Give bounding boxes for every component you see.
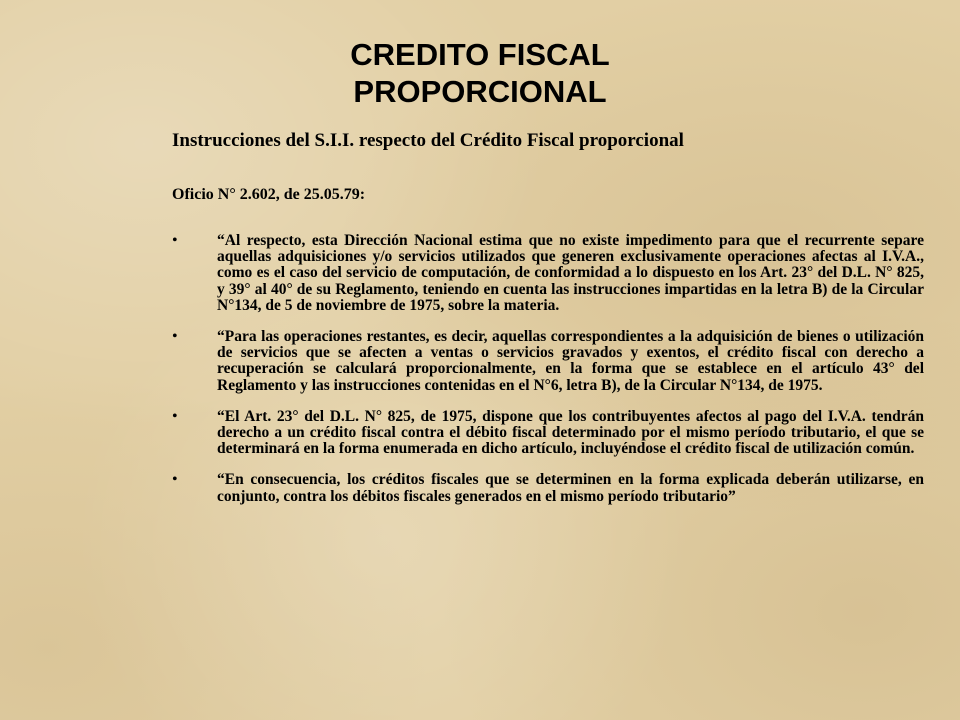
subtitle: Instrucciones del S.I.I. respecto del Crédito Fiscal proporcional — [172, 130, 684, 151]
bullet-icon: • — [172, 328, 178, 346]
bullet-text-2: “Para las operaciones restantes, es decir, aquellas correspondientes a la adquisición de bienes o utilización de servicios que se afecten a ventas o servicios gravados y exentos, el crédito fiscal con derecho a recuperación se calculará proporcionalmente, en la forma que se establece en el artículo 43° del Reglamento y las instrucciones contenidas en el N°6, letra B), de la Circular N°134, de 1975. — [217, 328, 924, 394]
bullet-item-4 — [172, 472, 924, 504]
bullet-item-3 — [172, 409, 924, 458]
title-line-2: PROPORCIONAL — [353, 74, 607, 109]
bullet-text-4: “En consecuencia, los créditos fiscales que se determinen en la forma explicada deberán utilizarse, en conjunto, contra los débitos fiscales generados en el mismo período tributario” — [217, 471, 924, 505]
bullet-item-1 — [172, 233, 924, 314]
oficio-reference: Oficio N° 2.602, de 25.05.79: — [172, 186, 366, 203]
bullet-item-2 — [172, 329, 924, 394]
bullet-icon: • — [172, 232, 178, 249]
title-line-1: CREDITO FISCAL — [350, 37, 610, 72]
bullet-list — [172, 233, 924, 520]
bullet-icon: • — [172, 471, 178, 489]
bullet-icon: • — [172, 407, 178, 425]
bullet-text-1: “Al respecto, esta Dirección Nacional estima que no existe impedimento para que el recurrente separe aquellas adquisiciones y/o servicios utilizados que generen exclusivamente operaciones afectas al I.V.A., como es el caso del servicio de computación, de conformidad a lo dispuesto en los Art. 23° del D.L. N° 825, y 39° al 40° de su Reglamento, teniendo en cuenta las instrucciones impartidas en la letra B) de la Circular N°134, de 5 de noviembre de 1975, sobre la materia. — [217, 232, 924, 314]
slide-title — [0, 36, 960, 110]
bullet-text-3: “El Art. 23° del D.L. N° 825, de 1975, dispone que los contribuyentes afectos al pago del I.V.A. tendrán derecho a un crédito fiscal contra el débito fiscal determinado por el mismo período tributario, el que se determinará en la forma enumerada en dicho artículo, incluyéndose el crédito fiscal de utilización común. — [217, 407, 924, 458]
